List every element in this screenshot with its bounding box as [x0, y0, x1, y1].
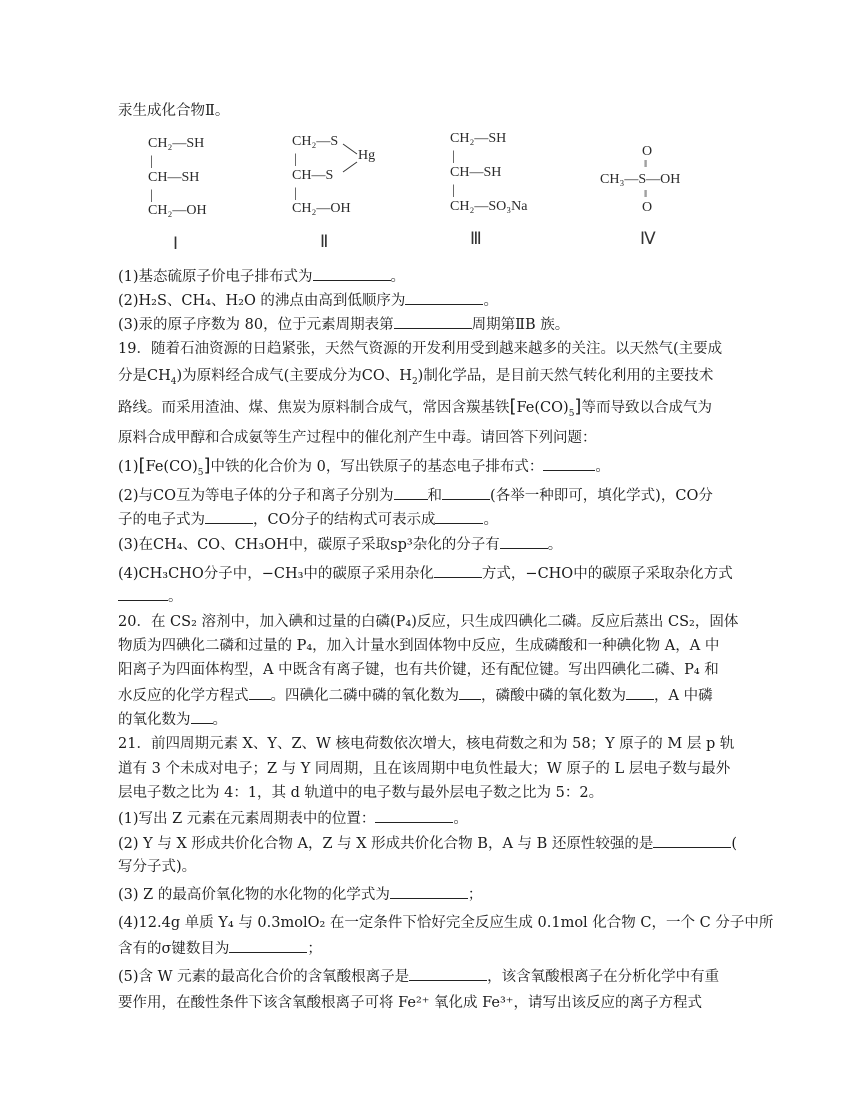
answer-blank[interactable]: [405, 290, 483, 305]
q20-line1: 20．在 CS₂ 溶剂中，加入碘和过量的白磷(P₄)反应，只生成四碘化二磷。反应后蒸出 CS₂，固体: [118, 614, 739, 630]
answer-blank[interactable]: [205, 509, 253, 524]
struct-I-row2: CH—SH: [148, 170, 200, 185]
q19-line1: 19．随着石油资源的日趋紧张，天然气资源的开发利用受到越来越多的关注。以天然气(主要成: [118, 341, 723, 357]
struct-I-row3: CH₂—OH: [148, 203, 207, 218]
q21-part4-cont: 含有的σ键数目为 ；: [118, 938, 322, 959]
struct-IV-row: CH₃—S—OH: [600, 172, 681, 187]
answer-blank[interactable]: [375, 808, 453, 823]
answer-blank[interactable]: [409, 966, 487, 981]
q19-line3: 路线。而采用渣油、煤、焦炭为原料制合成气，常因含羰基铁$[Fe(CO)_5]$等而导致以合成气为: [118, 396, 712, 419]
struct-I-row1: CH₂—SH: [148, 136, 205, 151]
answer-blank[interactable]: [435, 509, 483, 524]
q21-part4: (4)12.4g 单质 Y₄ 与 0.3molO₂ 在一定条件下恰好完全反应生成 0.1mol 化合物 C，一个 C 分子中所: [118, 915, 774, 931]
q19-line2: 分是$CH_4$)为原料经合成气(主要成分为CO、$H_2$)制化学品，是目前天然气转化利用的主要技术: [118, 368, 714, 387]
struct-III-row1: CH₂—SH: [450, 131, 507, 146]
struct-II-bonds: [335, 138, 365, 178]
struct-II-row2: CH—S: [292, 168, 334, 183]
struct-IV-label: Ⅳ: [640, 229, 656, 248]
struct-III-row3: CH₂—SO₃Na: [450, 199, 528, 214]
answer-blank[interactable]: [394, 314, 472, 329]
struct-IV-bottom-o: O: [642, 200, 653, 215]
exam-page: 汞生成化合物Ⅱ。 CH₂—SH | CH—SH | CH₂—OH Ⅰ CH₂—S Hg | CH—S | CH₂—OH Ⅱ CH₂—SH | CH—SH | CH₂—SO₃Na Ⅲ O ‖ CH₃—S—OH ‖ O Ⅳ (1)基态硫原子价电子排布式为 。 (2)H₂S、CH₄、H₂O 的沸点由高到低顺序为 。 (3)汞的原子序数为 80，位于元素周期表第 周期第ⅡB 族。 19．随着石油资源的日趋紧张，天然气资源的开发利用受到越来越多的关注。以天然气(主要成 分是$CH_4$)为原料经合成气(主要成分为CO、$H_2$)制化学品，是目前天然气转化利用的主要技术 路线。而采用渣油、煤、焦炭为原料制合成气，常因含羰基铁$[Fe(CO)_5]$等而导致以合成气为 原料合成甲醇和合成氨等生产过程中的催化剂产生中毒。请回答下列问题： $(1)[Fe(CO)_5]$中铁的化合价为 0，写出铁原子的基态电子排布式： 。 (2)与CO互为等电子体的分子和离子分别为 和 (各举一种即可，填化学式)，CO分 子的电子式为 ，CO分子的结构式可表示成 。 (3)在CH₄、CO、CH₃OH中，碳原子采取sp³杂化的分子有 。 (4)CH₃CHO分子中，−CH₃中的碳原子采用杂化 方式，−CHO中的碳原子采取杂化方式 。 20．在 CS₂ 溶剂中，加入碘和过量的白磷(P₄)反应，只生成四碘化二磷。反应后蒸出 CS₂，固体 物质为四碘化二磷和过量的 P₄，加入计量水到固体物中反应，生成磷酸和一种碘化物 A，A 中 阳离子为四面体构型，A 中既含有离子键，也有共价键，还有配位键。写出四碘化二磷、P₄ 和 水反应的化学方程式 。四碘化二磷中磷的氧化数为 ，磷酸中磷的氧化数为 ，A 中磷 的氧化数为 。 21．前四周期元素 X、Y、Z、W 核电荷数依次增大，核电荷数之和为 58；Y 原子的 M 层 p 轨 道有 3 个未成对电子；Z 与 Y 同周期，且在该周期中电负性最大；W 原子的 L 层电子数与最外 层电子数之比为 4：1，其 d 轨道中的电子数与最外层电子数之比为 5：2。 (1)写出 Z 元素在元素周期表中的位置： 。 (2) Y 与 X 形成共价化合物 A，Z 与 X 形成共价化合物 B，A 与 B 还原性较强的是 ( 写分子式)。 (3) Z 的最高价氧化物的水化物的化学式为 ； (4)12.4g 单质 Y₄ 与 0.3molO₂ 在一定条件下恰好完全反应生成 0.1mol 化合物 C，一个 C 分子中所 含有的σ键数目为 ； (5)含 W 元素的最高化合价的含氧酸根离子是 ，该含氧酸根离子在分析化学中有重 要作用，在酸性条件下该含氧酸根离子可将 Fe²⁺ 氧化成 Fe³⁺，请写出该反应的离子方程式: [118, 103, 774, 1011]
answer-blank[interactable]: [191, 709, 213, 724]
struct-II-row1: CH₂—S: [292, 134, 339, 149]
q21-line2: 道有 3 个未成对电子；Z 与 Y 同周期，且在该周期中电负性最大；W 原子的 L 层电子数与最外: [118, 761, 731, 777]
q19-part2: (2)与CO互为等电子体的分子和离子分别为 和 (各举一种即可，填化学式)，CO分: [118, 485, 713, 506]
struct-IV-top-o: O: [642, 144, 653, 159]
q21-part5-cont: 要作用，在酸性条件下该含氧酸根离子可将 Fe²⁺ 氧化成 Fe³⁺，请写出该反应的离子方程式: [118, 995, 702, 1011]
q21-part2: (2) Y 与 X 形成共价化合物 A，Z 与 X 形成共价化合物 B，A 与 B 还原性较强的是 (: [118, 833, 737, 854]
answer-blank[interactable]: [390, 884, 468, 899]
struct-II-label: Ⅱ: [320, 232, 329, 251]
q20-line2: 物质为四碘化二磷和过量的 P₄，加入计量水到固体物中反应，生成磷酸和一种碘化物 A，A 中: [118, 638, 720, 654]
answer-blank[interactable]: [459, 685, 481, 700]
q20-line3: 阳离子为四面体构型，A 中既含有离子键，也有共价键，还有配位键。写出四碘化二磷、P₄ 和: [118, 662, 719, 678]
q18-part1: (1)基态硫原子价电子排布式为 。: [118, 266, 405, 287]
q21-part5: (5)含 W 元素的最高化合价的含氧酸根离子是 ，该含氧酸根离子在分析化学中有重: [118, 966, 719, 987]
answer-blank[interactable]: [626, 685, 654, 700]
q18-part3: (3)汞的原子序数为 80，位于元素周期表第 周期第ⅡB 族。: [118, 314, 569, 335]
struct-II-hg: Hg: [358, 148, 376, 163]
q21-part3: (3) Z 的最高价氧化物的水化物的化学式为 ；: [118, 884, 482, 905]
answer-blank[interactable]: [543, 456, 595, 471]
struct-III-row2: CH—SH: [450, 165, 502, 180]
q19-part4: (4)CH₃CHO分子中，−CH₃中的碳原子采用杂化 方式，−CHO中的碳原子采取杂化方式: [118, 563, 733, 584]
struct-III-label: Ⅲ: [470, 229, 482, 248]
q21-part1: (1)写出 Z 元素在元素周期表中的位置： 。: [118, 808, 468, 829]
answer-blank[interactable]: [118, 586, 168, 601]
answer-blank[interactable]: [500, 534, 548, 549]
q21-part2-cont: 写分子式)。: [118, 859, 197, 875]
q21-line1: 21．前四周期元素 X、Y、Z、W 核电荷数依次增大，核电荷数之和为 58；Y 原子的 M 层 p 轨: [118, 736, 735, 752]
answer-blank[interactable]: [229, 938, 307, 953]
answer-blank[interactable]: [442, 485, 490, 500]
q18-part2: (2)H₂S、CH₄、H₂O 的沸点由高到低顺序为 。: [118, 290, 498, 311]
answer-blank[interactable]: [653, 833, 731, 848]
q19-part1: $(1)[Fe(CO)_5]$中铁的化合价为 0，写出铁原子的基态电子排布式： 。: [118, 455, 610, 478]
answer-blank[interactable]: [313, 266, 391, 281]
answer-blank[interactable]: [394, 485, 428, 500]
q21-line3: 层电子数之比为 4：1，其 d 轨道中的电子数与最外层电子数之比为 5：2。: [118, 785, 604, 801]
struct-I-label: Ⅰ: [173, 234, 179, 253]
q19-part3: (3)在CH₄、CO、CH₃OH中，碳原子采取sp³杂化的分子有 。: [118, 534, 562, 555]
struct-II-row3: CH₂—OH: [292, 201, 351, 216]
q19-line4: 原料合成甲醇和合成氨等生产过程中的催化剂产生中毒。请回答下列问题：: [118, 430, 597, 446]
q20-line4: 水反应的化学方程式 。四碘化二磷中磷的氧化数为 ，磷酸中磷的氧化数为 ，A 中磷: [118, 685, 713, 706]
q19-part4-cont: 。: [118, 586, 183, 607]
q20-line5: 的氧化数为 。: [118, 709, 227, 730]
intro-tail: 汞生成化合物Ⅱ。: [118, 103, 230, 119]
answer-blank[interactable]: [249, 685, 271, 700]
answer-blank[interactable]: [434, 563, 482, 578]
q19-part2-cont: 子的电子式为 ，CO分子的结构式可表示成 。: [118, 509, 498, 530]
